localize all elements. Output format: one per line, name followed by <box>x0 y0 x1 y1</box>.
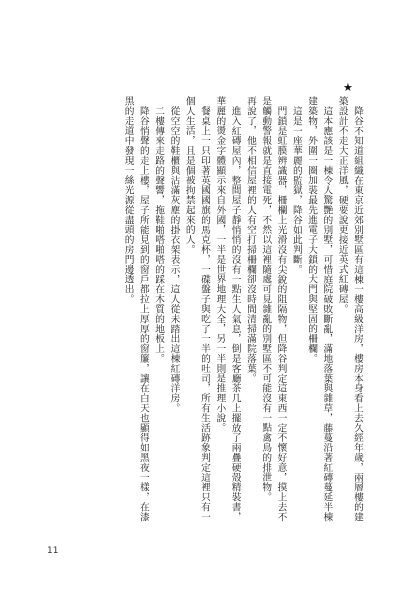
paragraph-7: 餐桌上一只印著英國國旗的馬克杯，一碟盤子與吃了一半的吐司，所有生活跡象判定這裡只有一個人生活，且是個被拘禁起來的人。 <box>183 96 211 522</box>
star-ornament: ★ <box>343 81 353 94</box>
paragraph-1: 降谷不知道組織在東京近郊別墅區有這棟一樓高級洋房，樓房本身看上去久經年歲，兩層樓的建築設計不走大正洋風，硬要說更接近英式紅磚屋。 <box>336 96 363 522</box>
paragraph-5: 再說了，他不相信屋裡的人有空打掃柵欄卻沒時間清掃滿院落葉。 <box>244 96 256 384</box>
page-number: 11 <box>47 546 59 556</box>
paragraph-8: 從空空的鞋櫃與沾滿灰塵的掛衣架表示，這人從未踏出這棟紅磚洋房。 <box>168 105 180 413</box>
paragraph-2: 這本應該是一棟令人驚艷的別墅，可惜庭院破敗斷亂，滿地落葉與雜草，藤蔓沿著紅磚蔓延半棟建築物，外圍一圈加裝最先進電子大鎖的大門與堅固的柵欄。 <box>306 96 333 522</box>
vertical-text-body <box>120 96 365 526</box>
paragraph-3: 這是一座華麗的監獄，降谷如此判斷。 <box>290 105 302 274</box>
paragraph-6: 進入紅磚屋內，整間屋子靜悄悄的沒有一點生人氣息，倒是客廳茶几上擺放了兩疊硬殼精裝書，華麗的燙金字體顯示來自外國，一半是世界地理大全，另一半則是推理小說。 <box>214 96 241 522</box>
paragraph-9: 二樓傳來走路的聲響，拖鞋啪嗒啪嗒的踩在木質的地板上。 <box>153 105 165 364</box>
paragraph-10: 降谷悄聲的走上樓，屋子所能見到的窗戶都拉上厚厚的窗簾，讓在白天也顯得如黑夜一樣，在漆黑的走道中發現一絲光源從盡頭的房門邊透出。 <box>122 96 149 522</box>
paragraph-4: 門鎖是虹膜辨識器，柵欄上光滑沒有尖銳的阻隔物，但降谷判定這東西一定不懷好意，摸上去不是觸動警報就是直接電死，不然以這裡隨處可見雜亂的別墅區不可能沒有一點禽鳥的排泄物。 <box>260 96 287 522</box>
